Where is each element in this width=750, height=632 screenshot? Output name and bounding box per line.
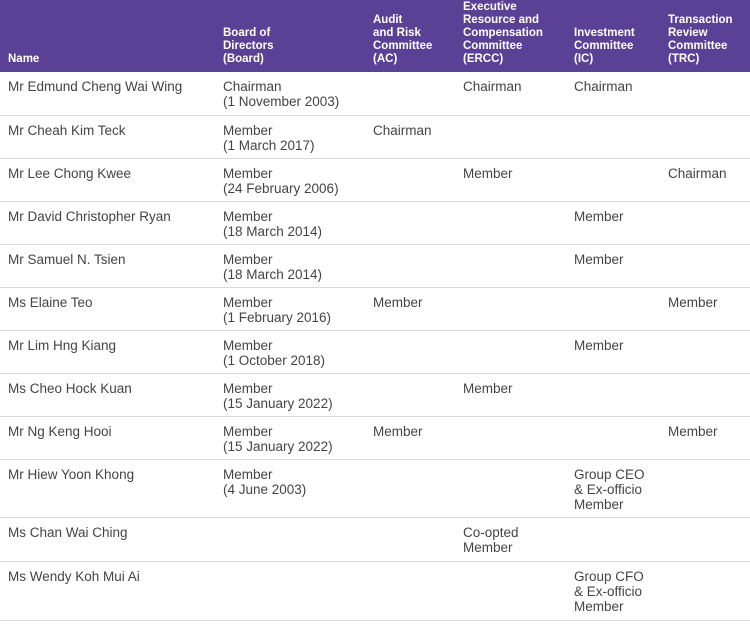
cell-ac: Chairman: [365, 115, 455, 158]
cell-name: Mr Cheah Kim Teck: [0, 115, 215, 158]
cell-name: Mr Samuel N. Tsien: [0, 244, 215, 287]
cell-board: Member (1 October 2018): [215, 330, 365, 373]
cell-trc: Member: [660, 416, 750, 459]
header-row: [0, 0, 750, 72]
cell-ercc: [455, 330, 566, 373]
cell-trc: [660, 201, 750, 244]
cell-board: Chairman (1 November 2003): [215, 72, 365, 115]
table-row: [0, 330, 750, 373]
cell-ic: Member: [566, 330, 660, 373]
cell-board: [215, 517, 365, 561]
cell-name: Ms Cheo Hock Kuan: [0, 373, 215, 416]
cell-trc: [660, 459, 750, 517]
cell-ac: Member: [365, 287, 455, 330]
cell-ac: [365, 459, 455, 517]
cell-name: Mr Edmund Cheng Wai Wing: [0, 72, 215, 115]
cell-ercc: Chairman: [455, 72, 566, 115]
cell-trc: [660, 244, 750, 287]
cell-board: Member (15 January 2022): [215, 373, 365, 416]
cell-name: Ms Elaine Teo: [0, 287, 215, 330]
table-row: [0, 244, 750, 287]
cell-board: Member (18 March 2014): [215, 244, 365, 287]
cell-ercc: [455, 287, 566, 330]
cell-name: Mr Hiew Yoon Khong: [0, 459, 215, 517]
header-ercc: Executive Resource and Compensation Committee (ERCC): [455, 0, 566, 72]
cell-ic: Chairman: [566, 72, 660, 115]
cell-ercc: [455, 244, 566, 287]
cell-ic: Member: [566, 244, 660, 287]
cell-ic: Group CEO & Ex-officio Member: [566, 459, 660, 517]
cell-trc: [660, 330, 750, 373]
cell-ac: Member: [365, 416, 455, 459]
cell-ic: Group CFO & Ex-officio Member: [566, 561, 660, 620]
cell-ac: [365, 373, 455, 416]
cell-ac: [365, 244, 455, 287]
table-row: [0, 158, 750, 201]
header-ic: Investment Committee (IC): [566, 0, 660, 72]
cell-ic: [566, 416, 660, 459]
cell-ic: [566, 373, 660, 416]
cell-ic: [566, 287, 660, 330]
cell-ercc: Co-opted Member: [455, 517, 566, 561]
table-row: [0, 72, 750, 115]
cell-trc: [660, 373, 750, 416]
table-row: [0, 287, 750, 330]
cell-ic: Member: [566, 201, 660, 244]
cell-trc: [660, 115, 750, 158]
cell-trc: Chairman: [660, 158, 750, 201]
cell-ercc: [455, 561, 566, 620]
cell-ac: [365, 201, 455, 244]
cell-ercc: [455, 459, 566, 517]
cell-name: Mr Ng Keng Hooi: [0, 416, 215, 459]
table-row: [0, 201, 750, 244]
cell-trc: Member: [660, 287, 750, 330]
cell-ac: [365, 517, 455, 561]
cell-board: Member (15 January 2022): [215, 416, 365, 459]
cell-board: Member (18 March 2014): [215, 201, 365, 244]
cell-ac: [365, 561, 455, 620]
cell-ercc: [455, 201, 566, 244]
cell-ic: [566, 158, 660, 201]
cell-trc: [660, 517, 750, 561]
header-name: Name: [0, 0, 215, 72]
cell-ercc: [455, 115, 566, 158]
cell-name: Ms Chan Wai Ching: [0, 517, 215, 561]
cell-board: Member (1 February 2016): [215, 287, 365, 330]
table-row: [0, 459, 750, 517]
cell-ic: [566, 115, 660, 158]
cell-name: Mr Lim Hng Kiang: [0, 330, 215, 373]
cell-ac: [365, 158, 455, 201]
cell-ac: [365, 72, 455, 115]
header-board: Board of Directors (Board): [215, 0, 365, 72]
cell-name: Ms Wendy Koh Mui Ai: [0, 561, 215, 620]
cell-ic: [566, 517, 660, 561]
table-row: [0, 517, 750, 561]
cell-trc: [660, 72, 750, 115]
cell-ercc: Member: [455, 373, 566, 416]
cell-board: Member (4 June 2003): [215, 459, 365, 517]
cell-board: Member (24 February 2006): [215, 158, 365, 201]
table-row: [0, 115, 750, 158]
cell-board: Member (1 March 2017): [215, 115, 365, 158]
cell-ac: [365, 330, 455, 373]
cell-name: Mr David Christopher Ryan: [0, 201, 215, 244]
table-row: [0, 561, 750, 620]
cell-ercc: Member: [455, 158, 566, 201]
header-trc: Transaction Review Committee (TRC): [660, 0, 750, 72]
cell-name: Mr Lee Chong Kwee: [0, 158, 215, 201]
header-ac: Audit and Risk Committee (AC): [365, 0, 455, 72]
table-row: [0, 416, 750, 459]
cell-board: [215, 561, 365, 620]
cell-ercc: [455, 416, 566, 459]
table-row: [0, 373, 750, 416]
cell-trc: [660, 561, 750, 620]
